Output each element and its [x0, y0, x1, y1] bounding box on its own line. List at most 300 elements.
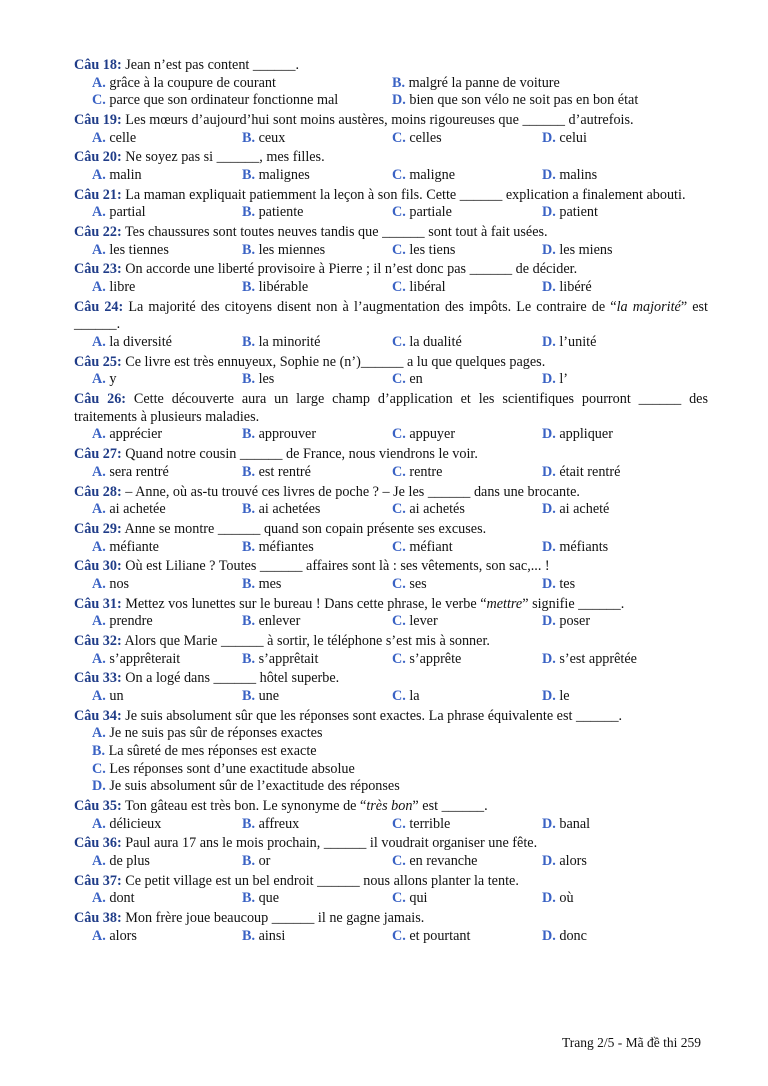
option-text: libre	[105, 279, 136, 296]
option-letter: D.	[542, 166, 556, 183]
answer-option	[92, 130, 242, 148]
option-text: malin	[105, 166, 142, 183]
answer-option	[92, 688, 242, 706]
answer-option	[392, 501, 542, 519]
answer-option	[92, 816, 242, 834]
question-block	[74, 57, 708, 110]
answer-option	[542, 242, 692, 260]
option-text: dont	[105, 890, 135, 907]
option-text: partiale	[405, 204, 452, 221]
option-letter: B.	[242, 371, 256, 388]
option-text: ai achetée	[105, 501, 166, 518]
answer-option	[392, 576, 542, 594]
option-text: ai achetés	[405, 501, 465, 518]
answer-option	[242, 613, 392, 631]
option-letter: C.	[392, 426, 406, 443]
option-text: et pourtant	[405, 927, 471, 944]
option-text: était rentré	[555, 463, 621, 480]
option-letter: B.	[242, 538, 256, 555]
question-block	[74, 910, 708, 945]
option-letter: C.	[392, 688, 406, 704]
option-text: en revanche	[405, 852, 478, 869]
answer-option	[242, 371, 392, 389]
answer-option	[242, 426, 392, 444]
answer-option	[542, 576, 692, 594]
question-block	[74, 112, 708, 147]
question-label: Câu 30:	[74, 558, 122, 575]
answer-option	[392, 539, 542, 557]
answer-option	[242, 651, 392, 669]
option-letter: C.	[392, 166, 406, 183]
question-block	[74, 149, 708, 184]
exam-page	[74, 57, 708, 947]
question-stem-text: Je suis absolument sûr que les réponses sont exactes. La phrase équivalente est ______.	[121, 707, 623, 724]
option-text: s’apprêterait	[105, 650, 181, 667]
option-letter: A.	[92, 725, 106, 742]
question-stem-text: Quand notre cousin ______ de France, nous viendrons le voir.	[121, 446, 478, 463]
option-text: malgré la panne de voiture	[405, 74, 560, 91]
answer-option	[542, 651, 692, 669]
answer-options	[74, 576, 708, 594]
option-text: que	[255, 890, 280, 907]
question-stem	[74, 670, 708, 688]
answer-option	[542, 204, 692, 222]
option-letter: A.	[92, 575, 106, 592]
option-text: ai achetées	[255, 501, 321, 518]
option-text: banal	[555, 815, 591, 832]
option-text: est rentré	[255, 463, 311, 480]
question-stem	[74, 112, 708, 130]
answer-option	[542, 928, 692, 946]
option-text: s’apprêtait	[255, 650, 319, 667]
answer-option	[542, 167, 692, 185]
option-letter: D.	[542, 279, 556, 296]
option-text: délicieux	[105, 815, 162, 832]
option-text: Les réponses sont d’une exactitude absolue	[105, 760, 355, 777]
question-label: Câu 20:	[74, 149, 122, 166]
option-text: malignes	[255, 166, 310, 183]
option-letter: D.	[542, 334, 556, 351]
question-stem	[74, 149, 708, 167]
option-letter: C.	[392, 613, 406, 630]
option-text: la	[405, 688, 420, 704]
question-stem-italic: mettre	[486, 595, 523, 612]
option-text: une	[255, 688, 280, 704]
question-stem	[74, 446, 708, 464]
answer-option	[542, 539, 692, 557]
option-letter: C.	[92, 92, 106, 109]
option-text: qui	[405, 890, 428, 907]
option-text: ses	[405, 575, 427, 592]
option-text: rentre	[405, 463, 443, 480]
option-text: nos	[105, 575, 130, 592]
page-footer: Trang 2/5 - Mã đề thi 259	[562, 1035, 701, 1050]
option-letter: C.	[392, 279, 406, 296]
question-stem	[74, 558, 708, 576]
option-letter: D.	[542, 426, 556, 443]
question-block	[74, 299, 708, 352]
answer-option	[92, 651, 242, 669]
option-letter: B.	[242, 129, 256, 146]
option-letter: D.	[542, 241, 556, 258]
answer-option	[92, 167, 242, 185]
answer-option	[392, 890, 542, 908]
question-label: Câu 19:	[74, 111, 122, 128]
answer-option	[92, 853, 242, 871]
option-text: libéré	[555, 279, 592, 296]
answer-option	[92, 778, 708, 796]
question-stem-text: Jean n’est pas content ______.	[121, 57, 300, 73]
question-label: Câu 32:	[74, 633, 122, 650]
question-stem	[74, 224, 708, 242]
question-stem-text: – Anne, où as-tu trouvé ces livres de poche ? – Je les ______ dans une brocante.	[121, 483, 580, 500]
answer-option	[542, 853, 692, 871]
answer-option	[92, 743, 708, 761]
question-label: Câu 27:	[74, 446, 122, 463]
option-text: ai acheté	[555, 501, 610, 518]
option-text: les tiennes	[105, 241, 169, 258]
option-letter: B.	[242, 890, 256, 907]
answer-option	[242, 688, 392, 706]
option-letter: A.	[92, 334, 106, 351]
option-text: méfiants	[555, 538, 609, 555]
question-stem-text: Cette découverte aura un large champ d’application et les scientifiques pourront ______ des traitements à plusieurs maladies.	[74, 391, 708, 425]
question-stem-italic: la majorité	[616, 298, 681, 315]
question-block	[74, 558, 708, 593]
option-text: appliquer	[555, 426, 613, 443]
answer-option	[542, 371, 692, 389]
option-letter: A.	[92, 650, 106, 667]
option-text: approuver	[255, 426, 317, 443]
question-stem-text: Anne se montre ______ quand son copain présente ses excuses.	[121, 520, 487, 537]
option-text: affreux	[255, 815, 300, 832]
question-stem	[74, 521, 708, 539]
answer-option	[392, 167, 542, 185]
question-stem	[74, 633, 708, 651]
question-label: Câu 29:	[74, 520, 122, 537]
answer-option	[392, 242, 542, 260]
option-text: maligne	[405, 166, 456, 183]
option-letter: B.	[242, 650, 256, 667]
answer-option	[242, 928, 392, 946]
answer-option	[392, 426, 542, 444]
option-text: l’unité	[555, 334, 597, 351]
question-stem-text: Où est Liliane ? Toutes ______ affaires sont là : ses vêtements, son sac,... !	[121, 558, 550, 575]
answer-option	[242, 539, 392, 557]
option-text: parce que son ordinateur fonctionne mal	[105, 92, 339, 109]
option-text: méfiantes	[255, 538, 314, 555]
question-label: Câu 34:	[74, 707, 122, 724]
answer-options	[74, 890, 708, 908]
question-stem-text: La majorité des citoyens disent non à l’augmentation des impôts. Le contraire de “	[123, 298, 617, 315]
question-stem	[74, 391, 708, 426]
option-letter: C.	[392, 650, 406, 667]
answer-option	[542, 334, 692, 352]
answer-options	[74, 539, 708, 557]
option-text: patiente	[255, 204, 304, 221]
answer-options	[74, 426, 708, 444]
answer-option	[392, 464, 542, 482]
option-text: Je suis absolument sûr de l’exactitude des réponses	[105, 778, 400, 795]
option-text: alors	[555, 852, 587, 869]
answer-option	[242, 334, 392, 352]
option-letter: D.	[542, 371, 556, 388]
answer-option	[542, 279, 692, 297]
answer-options	[74, 334, 708, 352]
option-text: mes	[255, 575, 282, 592]
option-letter: B.	[92, 742, 106, 759]
option-letter: A.	[92, 204, 106, 221]
option-text: libéral	[405, 279, 446, 296]
question-label: Câu 33:	[74, 670, 122, 687]
option-text: donc	[555, 927, 587, 944]
option-text: en	[405, 371, 423, 388]
option-text: patient	[555, 204, 598, 221]
answer-option	[92, 75, 392, 93]
question-stem	[74, 484, 708, 502]
option-text: or	[255, 852, 271, 869]
answer-options	[74, 853, 708, 871]
option-letter: B.	[242, 613, 256, 630]
answer-option	[92, 334, 242, 352]
answer-option	[92, 371, 242, 389]
option-letter: B.	[242, 241, 256, 258]
option-text: la diversité	[105, 334, 172, 351]
option-text: celles	[405, 129, 442, 146]
option-letter: B.	[242, 426, 256, 443]
option-letter: C.	[92, 760, 106, 777]
option-text: y	[105, 371, 117, 388]
option-letter: D.	[542, 688, 556, 704]
option-letter: D.	[542, 927, 556, 944]
question-stem-text: Ce livre est très ennuyeux, Sophie ne (n’)______ a lu que quelques pages.	[121, 353, 546, 370]
option-text: terrible	[405, 815, 451, 832]
answer-option	[542, 613, 692, 631]
option-letter: D.	[542, 650, 556, 667]
option-text: celle	[105, 129, 137, 146]
option-letter: A.	[92, 129, 106, 146]
option-text: la dualité	[405, 334, 462, 351]
option-letter: C.	[392, 371, 406, 388]
option-letter: C.	[392, 927, 406, 944]
question-block	[74, 798, 708, 833]
option-letter: D.	[92, 778, 106, 795]
option-letter: B.	[242, 204, 256, 221]
option-text: s’apprête	[405, 650, 462, 667]
option-letter: A.	[92, 501, 106, 518]
option-text: apprécier	[105, 426, 163, 443]
option-letter: B.	[392, 74, 406, 91]
option-letter: C.	[392, 334, 406, 351]
option-text: bien que son vélo ne soit pas en bon état	[405, 92, 639, 109]
option-letter: B.	[242, 501, 256, 518]
option-text: s’est apprêtée	[555, 650, 637, 667]
option-text: le	[555, 688, 570, 704]
answer-options	[74, 816, 708, 834]
answer-option	[92, 242, 242, 260]
answer-options	[74, 279, 708, 297]
answer-option	[542, 426, 692, 444]
option-letter: A.	[92, 371, 106, 388]
option-letter: A.	[92, 426, 106, 443]
question-stem	[74, 299, 708, 334]
option-text: les miennes	[255, 241, 326, 258]
answer-option	[392, 130, 542, 148]
question-block	[74, 224, 708, 259]
option-text: lever	[405, 613, 438, 630]
option-text: enlever	[255, 613, 301, 630]
answer-option	[92, 279, 242, 297]
option-letter: B.	[242, 279, 256, 296]
question-stem-text: Mon frère joue beaucoup ______ il ne gagne jamais.	[121, 910, 425, 927]
answer-option	[542, 890, 692, 908]
question-block	[74, 873, 708, 908]
answer-option	[392, 75, 712, 93]
option-letter: A.	[92, 613, 106, 630]
question-block	[74, 187, 708, 222]
option-letter: A.	[92, 241, 106, 258]
option-letter: A.	[92, 166, 106, 183]
answer-options	[74, 204, 708, 222]
question-stem-text: Alors que Marie ______ à sortir, le téléphone s’est mis à sonner.	[121, 633, 490, 650]
answer-option	[542, 464, 692, 482]
answer-option	[92, 576, 242, 594]
option-letter: C.	[392, 538, 406, 555]
question-label: Câu 28:	[74, 483, 122, 500]
question-stem-text: ” est ______.	[74, 298, 708, 333]
option-letter: D.	[542, 815, 556, 832]
question-block	[74, 670, 708, 705]
question-stem-text: Ne soyez pas si ______, mes filles.	[121, 149, 325, 166]
question-label: Câu 36:	[74, 835, 122, 852]
option-text: celui	[555, 129, 587, 146]
question-label: Câu 31:	[74, 595, 122, 612]
option-text: La sûreté de mes réponses est exacte	[105, 742, 317, 759]
option-letter: D.	[542, 538, 556, 555]
question-stem-text: On accorde une liberté provisoire à Pierre ; il n’est donc pas ______ de décider.	[121, 261, 578, 278]
option-text: sera rentré	[105, 463, 169, 480]
answer-option	[242, 816, 392, 834]
question-stem	[74, 910, 708, 928]
option-text: de plus	[105, 852, 150, 869]
option-letter: A.	[92, 463, 106, 480]
answer-option	[92, 501, 242, 519]
option-letter: C.	[392, 575, 406, 592]
answer-option	[242, 167, 392, 185]
question-label: Câu 37:	[74, 872, 122, 889]
answer-option	[392, 613, 542, 631]
question-label: Câu 22:	[74, 224, 122, 241]
question-block	[74, 596, 708, 631]
answer-option	[92, 92, 392, 110]
option-letter: B.	[242, 575, 256, 592]
answer-option	[92, 426, 242, 444]
option-letter: D.	[542, 501, 556, 518]
answer-option	[392, 279, 542, 297]
question-stem-text: Ce petit village est un bel endroit ______ nous allons planter la tente.	[121, 872, 519, 889]
question-stem-text: ” signifie ______.	[522, 595, 625, 612]
question-block	[74, 521, 708, 556]
question-stem-text: Tes chaussures sont toutes neuves tandis que ______ sont tout à fait usées.	[121, 224, 548, 241]
question-label: Câu 26:	[74, 391, 127, 408]
question-block	[74, 633, 708, 668]
answer-options	[74, 464, 708, 482]
option-text: les miens	[555, 241, 613, 258]
question-label: Câu 21:	[74, 186, 122, 203]
question-stem-text: Les mœurs d’aujourd’hui sont moins austères, moins rigoureuses que ______ d’autrefois.	[121, 111, 634, 128]
answer-option	[242, 130, 392, 148]
answer-option	[392, 928, 542, 946]
answer-option	[392, 816, 542, 834]
option-letter: A.	[92, 688, 106, 704]
answer-option	[392, 853, 542, 871]
question-stem	[74, 835, 708, 853]
question-stem	[74, 187, 708, 205]
answer-option	[242, 501, 392, 519]
answer-options	[74, 130, 708, 148]
option-letter: A.	[92, 815, 106, 832]
question-label: Câu 23:	[74, 261, 122, 278]
option-letter: A.	[92, 538, 106, 555]
answer-option	[392, 371, 542, 389]
question-stem-text: La maman expliquait patiemment la leçon à son fils. Cette ______ explication a finalement abouti.	[121, 186, 686, 203]
answer-option	[92, 613, 242, 631]
answer-options	[74, 242, 708, 260]
answer-option	[92, 539, 242, 557]
question-stem-text: On a logé dans ______ hôtel superbe.	[121, 670, 340, 687]
answer-option	[542, 130, 692, 148]
answer-options	[74, 501, 708, 519]
option-letter: A.	[92, 890, 106, 907]
question-stem-text: Mettez vos lunettes sur le bureau ! Dans cette phrase, le verbe “	[121, 595, 487, 612]
option-letter: D.	[392, 92, 406, 109]
option-letter: B.	[242, 852, 256, 869]
option-letter: A.	[92, 852, 106, 869]
question-stem	[74, 354, 708, 372]
option-letter: D.	[542, 204, 556, 221]
option-letter: C.	[392, 852, 406, 869]
option-letter: B.	[242, 166, 256, 183]
question-block	[74, 261, 708, 296]
answer-options	[74, 928, 708, 946]
answer-option	[92, 761, 708, 779]
option-text: grâce à la coupure de courant	[105, 74, 276, 91]
answer-option	[542, 688, 692, 706]
answer-option	[92, 928, 242, 946]
option-text: partial	[105, 204, 146, 221]
option-text: où	[555, 890, 574, 907]
answer-option	[242, 890, 392, 908]
question-label: Câu 24:	[74, 298, 124, 315]
option-text: alors	[105, 927, 137, 944]
option-text: un	[105, 688, 124, 704]
question-stem-text: Paul aura 17 ans le mois prochain, ______ il voudrait organiser une fête.	[121, 835, 538, 852]
answer-option	[542, 816, 692, 834]
question-block	[74, 354, 708, 389]
answer-option	[242, 576, 392, 594]
answer-option	[542, 501, 692, 519]
option-letter: D.	[542, 575, 556, 592]
option-text: méfiant	[405, 538, 453, 555]
question-block	[74, 446, 708, 481]
answer-option	[92, 204, 242, 222]
option-text: l’	[555, 371, 569, 388]
option-letter: D.	[542, 129, 556, 146]
question-stem	[74, 708, 708, 726]
option-letter: D.	[542, 890, 556, 907]
question-stem-text: Ton gâteau est très bon. Le synonyme de “	[121, 797, 367, 814]
option-letter: C.	[392, 241, 406, 258]
